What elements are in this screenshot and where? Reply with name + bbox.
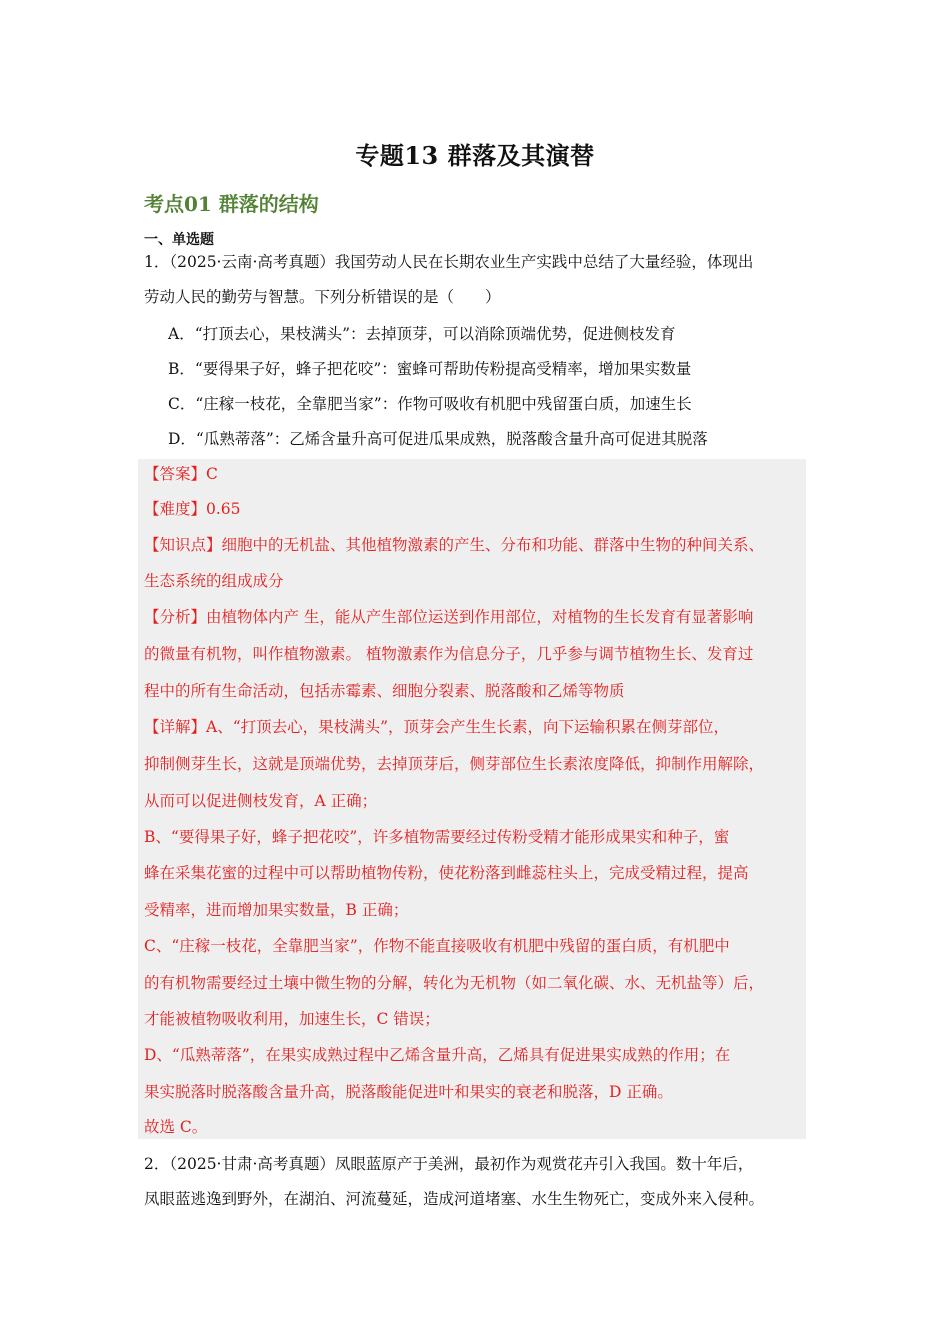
knowledge-point-line: 生态系统的组成成分 (144, 572, 284, 590)
question-2-stem (144, 1147, 808, 1217)
analysis-line: 程中的所有生命活动，包括赤霉素、细胞分裂素、脱落酸和乙烯等物质 (144, 682, 625, 700)
difficulty-line: 【难度】0.65 (144, 500, 241, 518)
section-label: 一、单选题 (144, 232, 214, 248)
topic-heading: 考点01 群落的结构 (144, 192, 319, 216)
question-2-line: 凤眼蓝逃逸到野外，在湖泊、河流蔓延，造成河道堵塞、水生生物死亡，变成外来入侵种。 (144, 1190, 765, 1208)
question-2-line: 2．（2025·甘肃·高考真题）凤眼蓝原产于美洲，最初作为观赏花卉引入我国。数十年后， (144, 1155, 754, 1173)
detail-line: 从而可以促进侧枝发育，A 正确； (144, 792, 378, 810)
detail-line: D、“瓜熟蒂落”，在果实成熟过程中乙烯含量升高，乙烯具有促进果实成熟的作用；在 (144, 1046, 731, 1064)
detail-line: 【详解】A、“打顶去心，果枝满头”，顶芽会产生生长素，向下运输积累在侧芽部位， (144, 718, 730, 736)
analysis-line: 的微量有机物，叫作植物激素。 植物激素作为信息分子，几乎参与调节植物生长、发育过 (144, 645, 754, 663)
detail-line: 受精率，进而增加果实数量，B 正确； (144, 901, 409, 919)
question-1-stem (144, 245, 808, 315)
question-1-line: 1．（2025·云南·高考真题）我国劳动人民在长期农业生产实践中总结了大量经验，体现出 (144, 253, 754, 271)
detail-line: 抑制侧芽生长，这就是顶端优势，去掉顶芽后，侧芽部位生长素浓度降低，抑制作用解除， (144, 755, 765, 773)
option-c: C．“庄稼一枝花，全靠肥当家”：作物可吸收有机肥中残留蛋白质，加速生长 (168, 395, 692, 413)
knowledge-point-line: 【知识点】细胞中的无机盐、其他植物激素的产生、分布和功能、群落中生物的种间关系、 (144, 536, 765, 554)
page-title: 专题13 群落及其演替 (355, 141, 595, 170)
option-a: A．“打顶去心，果枝满头”：去掉顶芽，可以消除顶端优势，促进侧枝发育 (168, 325, 676, 343)
analysis-line: 【分析】由植物体内产 生，能从产生部位运送到作用部位，对植物的生长发育有显著影响 (144, 608, 754, 626)
detail-line: C、“庄稼一枝花，全靠肥当家”，作物不能直接吸收有机肥中残留的蛋白质，有机肥中 (144, 937, 730, 955)
answer-line: 【答案】C (144, 465, 218, 483)
detail-line: B、“要得果子好，蜂子把花咬”，许多植物需要经过传粉受精才能形成果实和种子，蜜 (144, 828, 730, 846)
detail-line: 才能被植物吸收利用，加速生长，C 错误； (144, 1010, 440, 1028)
detail-line: 果实脱落时脱落酸含量升高，脱落酸能促进叶和果实的衰老和脱落，D 正确。 (144, 1083, 673, 1101)
detail-line: 的有机物需要经过土壤中微生物的分解，转化为无机物（如二氧化碳、水、无机盐等）后， (144, 974, 765, 992)
detail-line: 蜂在采集花蜜的过程中可以帮助植物传粉，使花粉落到雌蕊柱头上，完成受精过程，提高 (144, 864, 749, 882)
option-d: D．“瓜熟蒂落”：乙烯含量升高可促进瓜果成熟，脱落酸含量升高可促进其脱落 (168, 430, 708, 448)
question-1-line: 劳动人民的勤劳与智慧。下列分析错误的是（ ） (144, 288, 501, 306)
option-b: B．“要得果子好，蜂子把花咬”：蜜蜂可帮助传粉提高受精率，增加果实数量 (168, 360, 692, 378)
conclusion-line: 故选 C。 (144, 1118, 208, 1136)
